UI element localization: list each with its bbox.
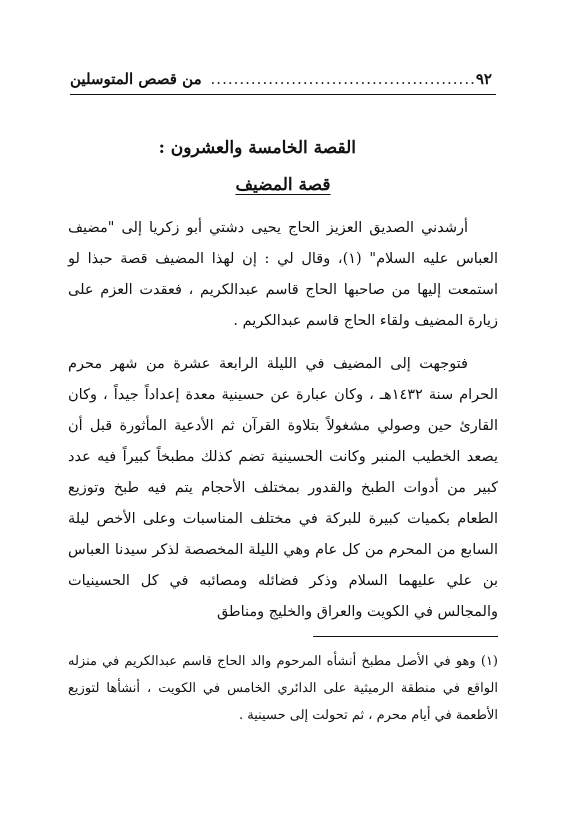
footnote: [68, 648, 498, 729]
book-title: من قصص المتوسلين: [70, 70, 202, 88]
footnote-text: وهو في الأصل مطبخ أنشأه المرحوم والد الحاج قاسم عبدالكريم في منزله الواقع في منطقة الرميثية على الدائري الخامس في الكويت ، أنشأها لتوزيع الأطعمة في أيام محرم ، ثم تحولت إلى حسينية .: [68, 654, 498, 723]
story-heading: القصة الخامسة والعشرون :: [158, 138, 356, 158]
footnote-marker: (١): [480, 654, 498, 669]
paragraph-1: أرشدني الصديق العزيز الحاج يحيى دشتي أبو زكريا إلى "مضيف العباس عليه السلام" (١)، وقال لي : إن لهذا المضيف قصة حبذا لو استمعت إليها من صاحبها الحاج قاسم عبدالكريم ، فعقدت العزم على زيارة المضيف ولقاء الحاج قاسم عبدالكريم .: [68, 220, 499, 329]
page-number: ٩٢: [475, 70, 492, 88]
footnote-divider: [313, 636, 498, 637]
paragraph-2: فتوجهت إلى المضيف في الليلة الرابعة عشرة من شهر محرم الحرام سنة ١٤٣٢هـ ، وكان عبارة عن حسينية معدة إعداداً جيداً ، وكان القارئ حين وصولي مشغولاً بتلاوة القرآن ثم الأدعية المأثورة قبل أن يصعد الخطيب المنبر وكانت الحسينية تضم كذلك مطبخاً كبيراً فيه عدد كبير من أدوات الطبخ والقدور بمختلف الأحجام يتم فيه طبخ وتوزيع الطعام بكميات كبيرة للبركة في مختلف المناسبات وعلى الأخص ليلة السابع من المحرم من كل عام وهي الليلة المخصصة لذكر سيدنا العباس بن علي عليهما السلام وذكر فضائله ومصائبه في كل الحسينيات والمجالس في الكويت والعراق والخليج ومناطق: [68, 356, 498, 620]
running-header: [70, 64, 496, 95]
body-text: [68, 213, 498, 640]
header-leader-dots: ..............................................: [210, 70, 476, 88]
story-subtitle: قصة المضيف: [235, 175, 331, 195]
